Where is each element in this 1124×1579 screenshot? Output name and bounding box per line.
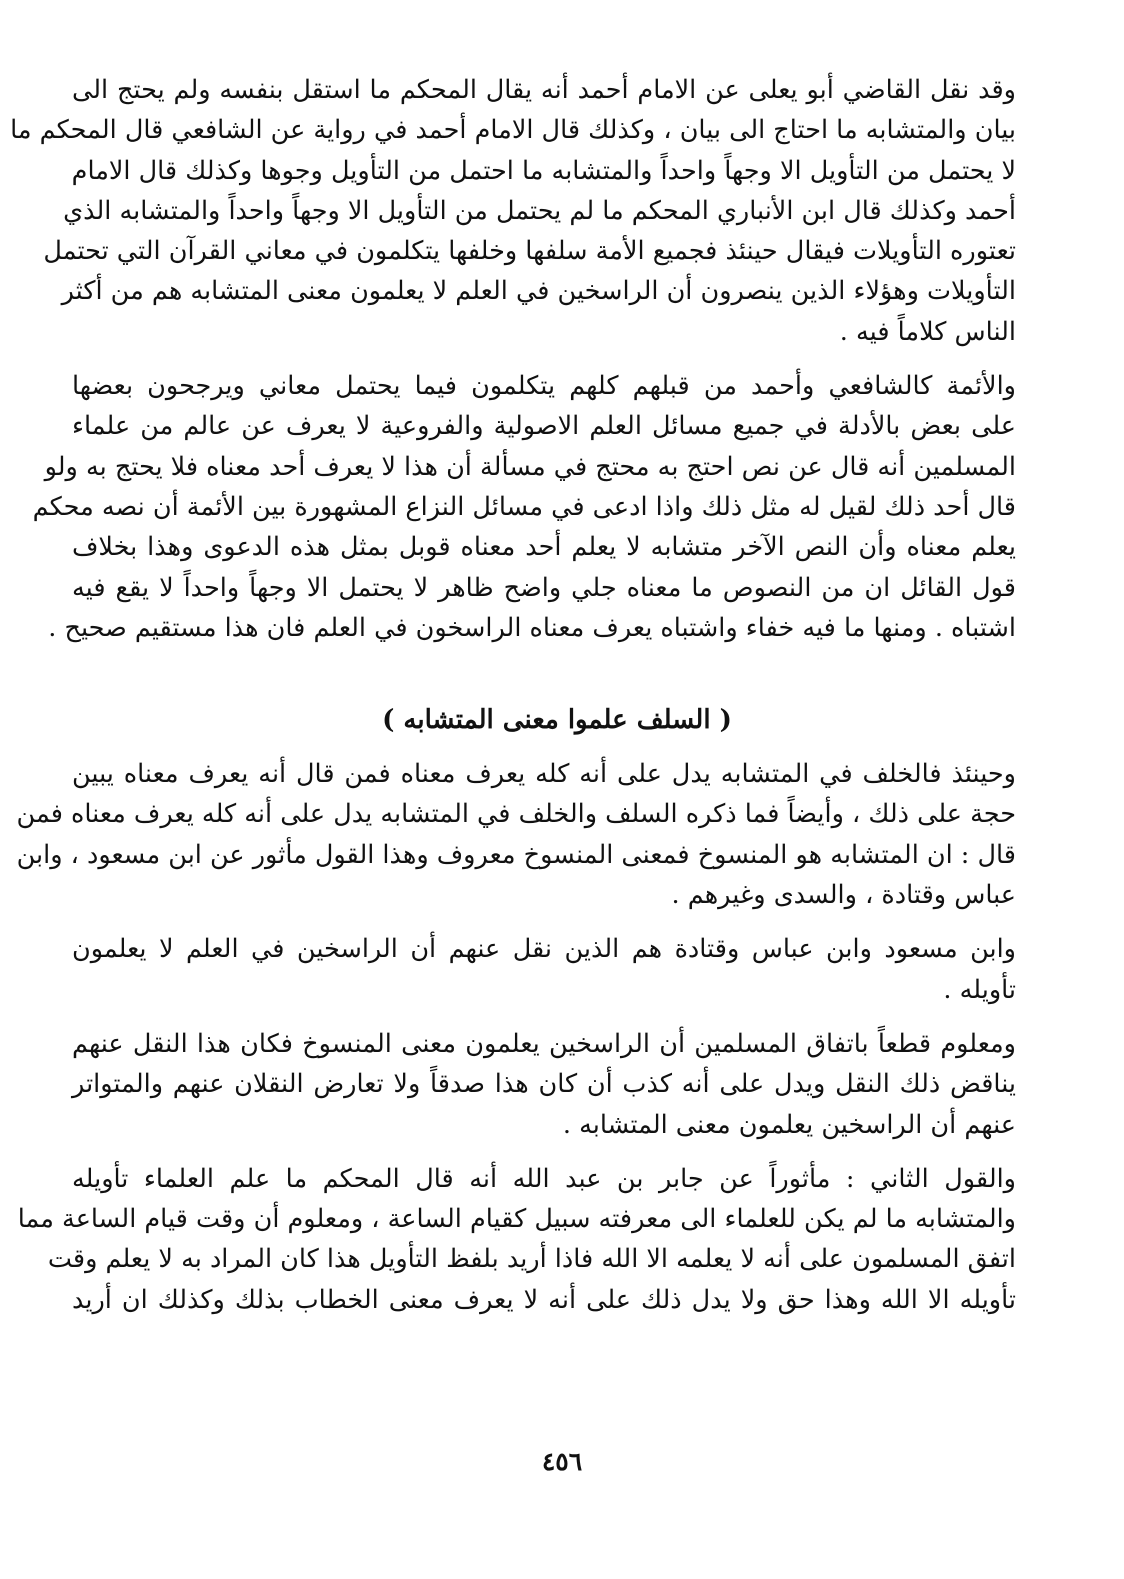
text-line: وقد نقل القاضي أبو يعلى عن الامام أحمد أنه يقال المحكم ما استقل بنفسه ولم يحتج الى [72,75,1016,105]
paragraph-1 [10,70,1042,352]
text-line: تأويله . [943,974,1016,1005]
paragraph-6 [17,1159,1042,1320]
section-heading: ( السلف علموا معنى المتشابه ) [382,705,732,736]
paragraph-gap [72,352,1042,366]
text-line: بيان والمتشابه ما احتاج الى بيان ، وكذلك قال الامام أحمد في رواية عن الشافعي قال المحكم ما [10,115,1016,146]
text-line: حجة على ذلك ، وأيضاً فما ذكره السلف والخلف في المتشابه يدل على أنه كله يعرف معناه فمن [16,799,1016,830]
paragraph-3 [16,754,1042,915]
text-line: المسلمين أنه قال عن نص احتج به محتج في مسألة أن هذا لا يعرف أحد معناه فلا يحتج به ولو [44,451,1016,482]
text-line: ومعلوم قطعاً باتفاق المسلمين أن الراسخين يعلمون معنى المنسوخ فكان هذا النقل عنهم [72,1028,1016,1059]
book-page [10,70,1042,1539]
paragraph-gap [72,1145,1042,1159]
text-line: والمتشابه ما لم يكن للعلماء الى معرفته سبيل كقيام الساعة ، ومعلوم أن وقت قيام الساعة مما [17,1204,1016,1235]
paragraph-4 [72,929,1042,1010]
text-line: وابن مسعود وابن عباس وقتادة هم الذين نقل عنهم أن الراسخين في العلم لا يعلمون [72,934,1016,965]
text-line: قال : ان المتشابه هو المنسوخ فمعنى المنسوخ معروف وهذا القول مأثور عن ابن مسعود ، وابن [16,839,1016,870]
text-line: قول القائل ان من النصوص ما معناه جلي واضح ظاهر لا يحتمل الا وجهاً واحداً لا يقع فيه [72,572,1016,603]
text-line: عنهم أن الراسخين يعلمون معنى المتشابه . [562,1109,1016,1140]
page-number: ٤٥٦ [541,1447,583,1476]
text-line: عباس وقتادة ، والسدى وغيرهم . [671,880,1016,911]
text-line: اتفق المسلمون على أنه لا يعلمه الا الله فاذا أريد بلفظ التأويل هذا كان المراد به لا يعلم وقت [47,1244,1016,1275]
paragraph-2 [32,366,1042,648]
text-line: لا يحتمل من التأويل الا وجهاً واحداً والمتشابه ما احتمل من التأويل وجوها وكذلك قال الامام [71,155,1016,186]
text-line: يعلم معناه وأن النص الآخر متشابه لا يعلم أحد معناه قوبل بمثل هذه الدعوى وهذا بخلاف [72,532,1017,563]
paragraph-5 [72,1024,1042,1145]
paragraph-gap [72,1010,1042,1024]
text-line: اشتباه . ومنها ما فيه خفاء واشتباه يعرف معناه الراسخون في العلم فان هذا مستقيم صحيح . [48,612,1016,643]
text-line: تأويله الا الله وهذا حق ولا يدل ذلك على أنه لا يعرف معنى الخطاب بذلك وكذلك ان أريد [72,1284,1016,1315]
text-line: تعتوره التأويلات فيقال حينئذ فجميع الأمة سلفها وخلفها يتكلمون في معاني القرآن التي تحتمل [43,236,1016,267]
text-line: قال أحد ذلك لقيل له مثل ذلك واذا ادعى في مسائل النزاع المشهورة بين الأئمة أن نصه محكم [32,491,1016,522]
text-line: والقول الثاني : مأثوراً عن جابر بن عبد الله أنه قال المحكم ما علم العلماء تأويله [72,1163,1016,1194]
paragraph-gap [72,915,1042,929]
text-line: يناقض ذلك النقل ويدل على أنه كذب أن كان هذا صدقاً ولا تعارض النقلان عنهم والمتواتر [72,1069,1016,1100]
text-line: والأئمة كالشافعي وأحمد من قبلهم كلهم يتكلمون فيما يحتمل معاني ويرجحون بعضها [72,371,1016,402]
text-line: وحينئذ فالخلف في المتشابه يدل على أنه كله يعرف معناه فمن قال أنه يعرف معناه يبين [72,759,1016,790]
text-line: الناس كلاماً فيه . [839,316,1016,347]
section-gap [72,648,1042,700]
text-line: على بعض بالأدلة في جميع مسائل العلم الاصولية والفروعية لا يعرف عن عالم من علماء [72,411,1016,442]
text-line: أحمد وكذلك قال ابن الأنباري المحكم ما لم يحتمل من التأويل الا وجهاً واحداً والمتشابه الذي [63,195,1016,226]
paragraph-gap [72,740,1042,754]
text-line: التأويلات وهؤلاء الذين ينصرون أن الراسخين في العلم لا يعلمون معنى المتشابه هم من أكثر [61,276,1016,307]
